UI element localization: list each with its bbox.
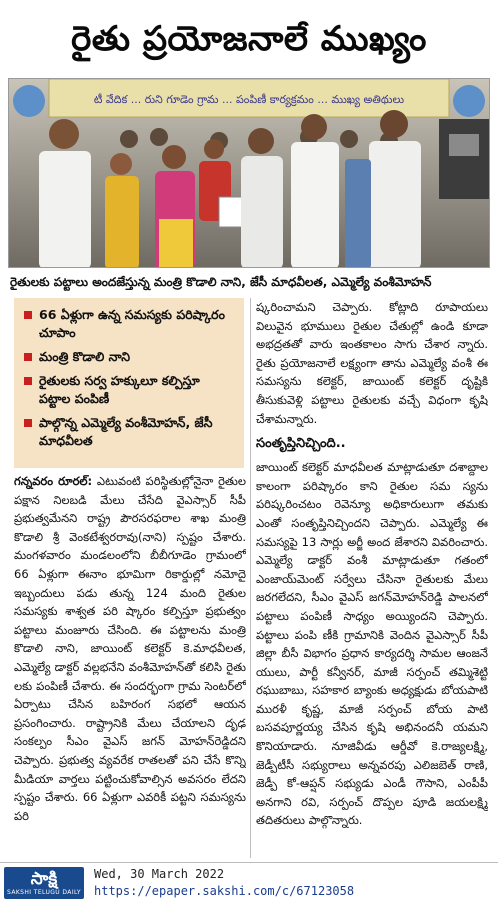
highlight-text: పాల్గొన్న ఎమ్మెల్యే వంశీమోహన్, జేసీ మాధవీలత <box>39 415 213 448</box>
highlights-box <box>14 298 244 468</box>
highlight-item <box>24 414 234 450</box>
logo-subtitle: SAKSHI TELUGU DAILY <box>7 889 81 896</box>
column-divider <box>250 298 251 858</box>
bullet-icon <box>24 311 32 319</box>
dateline: గన్నవరం రూరల్: <box>14 474 93 488</box>
epaper-link[interactable]: https://epaper.sakshi.com/c/67123058 <box>94 884 355 898</box>
photo-caption: రైతులకు పట్టాలు అందజేస్తున్న మంత్రి కొడాలి నాని, జేసీ మాధవీలత, ఎమ్మెల్యే వంశీమోహన్ <box>10 275 432 289</box>
sakshi-logo <box>4 867 84 899</box>
edition-date: Wed, 30 March 2022 <box>94 867 225 881</box>
highlight-text: 66 ఏళ్లుగా ఉన్న సమస్యకు పరిష్కారం చూపాం <box>39 307 225 340</box>
news-photo <box>8 78 490 268</box>
bullet-icon <box>24 419 32 427</box>
highlight-text: రైతులకు సర్వ హక్కులూ కల్పిస్తూ పట్టాల పంపిణీ <box>39 373 200 406</box>
footer <box>0 862 498 901</box>
highlight-item <box>24 306 234 342</box>
article-body-right-1: ష్కరించామని చెప్పారు. కోట్లాది రూపాయలు విలువైన భూములు రైతుల చేతుల్లో ఉండి కూడా అభద్రతతో వారు ఇంతకాలం సాగు చేశార న్నారు. రైతు ప్రయోజనాలే లక్ష్యంగా తాను ఎమ్మెల్యే వంశీ ఈ సమస్యను కలెక్టర్, జాయింట్ కలెక్టర్ దృష్టికి తీసుకువెళ్లి పట్టాలు రైతులకు వచ్చే విధంగా కృషి చేశామన్నారు. <box>256 300 488 426</box>
bullet-icon <box>24 377 32 385</box>
article-headline: రైతు ప్రయోజనాలే ముఖ్యం <box>71 19 427 59</box>
article-column-left <box>14 472 246 858</box>
highlight-text: మంత్రి కొడాలి నాని <box>39 349 130 364</box>
bullet-icon <box>24 353 32 361</box>
highlight-item <box>24 372 234 408</box>
article-column-right <box>256 298 488 858</box>
highlight-item <box>24 348 234 366</box>
logo-word: సాక్షి <box>30 869 58 889</box>
article-subhead: సంతృప్తినిచ్చింది.. <box>256 436 346 452</box>
article-body-left: ఎటువంటి పరిస్థితుల్లోనైనా రైతుల పక్షాన నిలబడి మేలు చేసేది వైఎస్సార్ సీపీ ప్రభుత్వమేనని రాష్ట్ర పౌరసరఫరాల శాఖ మంత్రి కొడాలి శ్రీ వెంకటేశ్వరరావు(నాని) స్పష్టం చేశారు. మంగళవారం మండలంలోని బీబీగూడెం గ్రామంలో 66 ఏళ్లుగా ఈనాం భూమిగా రికార్డుల్లో నమోదై ఇబ్బందులు పడు తున్న 124 మంది రైతుల సమస్యకు శాశ్వత పరి ష్కారం కల్పిస్తూ ప్రభుత్వం పట్టాలు మంజూరు చేసింది. ఈ పట్టాలను మంత్రి కొడాలి నాని, జాయింట్ కలెక్టర్ కె.మాధవీలత, ఎమ్మెల్యే డాక్టర్ వల్లభనేని వంశీమోహన్‌తో కలిసి రైతు లకు పంపిణీ చేశారు. ఈ సందర్భంగా గ్రామ సెంటర్‌లో ఏర్పాటు చేసిన బహిరంగ సభలో ఆయన ప్రసంగించారు. రాష్ట్రానికి మేలు చేయాలని దృఢ సంకల్పం సీఎం వైఎస్ జగన్ మోహన్‌రెడ్డిదని చెప్పారు. ప్రభుత్వ వ్యవరేక రాతలతో పని చేసే కొన్ని మీడియా వార్తలు పట్టించుకోవాల్సిన అవసరం లేదని స్పష్టం చేశారు. 66 ఏళ్లుగా ఎవరికీ పట్టని సమస్యను పరి <box>14 474 246 823</box>
banner-text: టీ వేదిక ... రుని గూడెం గ్రామ ... పంపిణీ కార్యక్రమం ... ముఖ్య అతిథులు <box>93 93 405 106</box>
article-body-right-2: జాయింట్ కలెక్టర్ మాధవీలత మాట్లాడుతూ దశాబ్దాల కాలంగా పరిష్కారం కాని రైతుల సమ స్యను పరిష్కరించటం రెవెన్యూ అధికారులుగా తమకు ఎంతో సంతృప్తినిచ్చిందని చెప్పారు. ఎమ్మెల్యే ఈ సమస్యపై 13 సార్లు అర్జీ అంద జేశారని వివరించారు. ఎమ్మెల్యే డాక్టర్ వంశీ మాట్లాడుతూ గతంలో ఎంజాయ్‌మెంట్ సర్వేలు చేసినా రైతులకు మేలు జరగలేదని, సీఎం వైఎస్ జగన్‌మోహన్‌రెడ్డి పాలనలో పట్టాలు పంపిణీ సాధ్యం అయ్యిందని చెప్పారు. పట్టాలు పంపి ణీకి గ్రామానికి వెందిన వైఎస్సార్ సీపీ జిల్లా బీసీ విభాగం ప్రధాన కార్యదర్శి సామల ఆంజనే యులు, పార్టీ కన్వీనర్, మాజీ సర్పంచ్ తమ్మిశెట్టి రఘుబాబు, సహకార బ్యాంకు అధ్యక్షుడు బోయపాటి మురళీ కృష్ణ, మాజీ సర్పంచ్ బోయ పాటి బసవపూర్ణయ్య చేసిన కృషి అభినందనీ యమని కొనియాడారు. నూజివీడు ఆర్డీవో కె.రాజ్యలక్ష్మి, జెడ్పీటీసీ సభ్యురాలు అన్నవరపు ఎలిజబెత్ రాణి, జెడ్పీ కో-ఆప్షన్ సభ్యుడు ఎండీ గౌసాని, ఎంపీపీ అనగాని రవి, సర్పంచ్ దొప్పల పూడి జయలక్ష్మి తదితరులు పాల్గొన్నారు. <box>256 460 488 828</box>
